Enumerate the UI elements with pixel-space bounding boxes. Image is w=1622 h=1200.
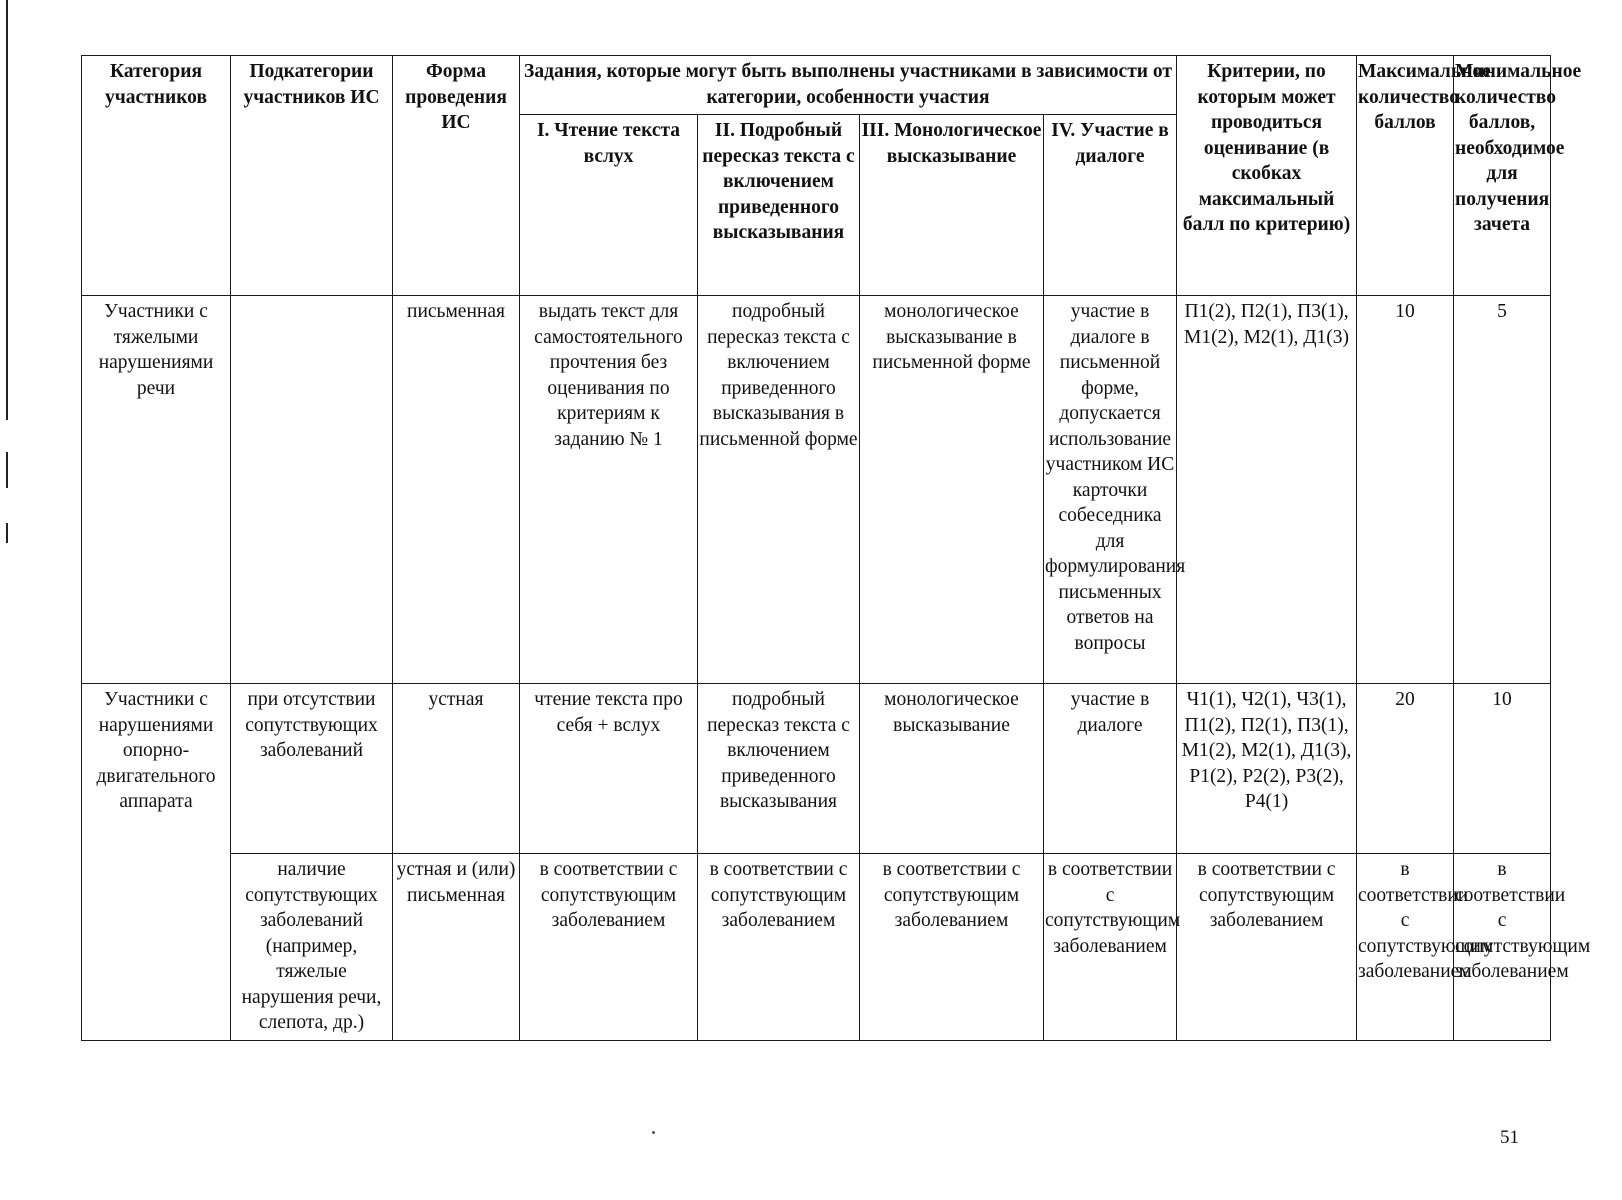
- header-task1: I. Чтение текста вслух: [520, 115, 698, 296]
- row1-task2: подробный пересказ текста с включением приведенного высказывания в письменной форме: [698, 296, 860, 684]
- row2-category: Участники с нарушениями опорно-двигательного аппарата: [82, 684, 231, 1041]
- row2-task3: монологическое высказывание: [860, 684, 1044, 854]
- row1-subcategory: [231, 296, 393, 684]
- table-row: [82, 854, 1551, 1041]
- row2-max: 20: [1357, 684, 1454, 854]
- row3-task3: в соответствии с сопутствующим заболеванием: [860, 854, 1044, 1041]
- row1-task4: участие в диалоге в письменной форме, допускается использование участником ИС карточки собеседника для формулирования письменных ответов на вопросы: [1044, 296, 1177, 684]
- row3-min: в соответствии с сопутствующим заболеванием: [1454, 854, 1551, 1041]
- header-task4: IV. Участие в диалоге: [1044, 115, 1177, 296]
- scan-speck: [652, 1131, 655, 1134]
- scan-edge-line-1: [6, 0, 8, 420]
- row1-form: письменная: [393, 296, 520, 684]
- row1-max: 10: [1357, 296, 1454, 684]
- row2-task1: чтение текста про себя + вслух: [520, 684, 698, 854]
- row1-task3: монологическое высказывание в письменной форме: [860, 296, 1044, 684]
- row2-form: устная: [393, 684, 520, 854]
- row1-criteria: П1(2), П2(1), П3(1), М1(2), М2(1), Д1(3): [1177, 296, 1357, 684]
- header-form: Форма проведения ИС: [393, 56, 520, 296]
- scan-edge-line-2: [6, 452, 8, 488]
- row3-max: в соответствии с сопутствующим заболеванием: [1357, 854, 1454, 1041]
- header-subcategory: Подкатегории участников ИС: [231, 56, 393, 296]
- row3-criteria: в соответствии с сопутствующим заболеванием: [1177, 854, 1357, 1041]
- row3-form: устная и (или) письменная: [393, 854, 520, 1041]
- header-criteria: Критерии, по которым может проводиться оценивание (в скобках максимальный балл по критерию): [1177, 56, 1357, 296]
- row1-task1: выдать текст для самостоятельного прочтения без оценивания по критериям к заданию № 1: [520, 296, 698, 684]
- row2-min: 10: [1454, 684, 1551, 854]
- row2-subcategory: при отсутствии сопутствующих заболеваний: [231, 684, 393, 854]
- header-tasks-group: Задания, которые могут быть выполнены участниками в зависимости от категории, особенности участия: [520, 56, 1177, 115]
- page-number: 51: [1500, 1127, 1519, 1148]
- header-row-1: [82, 56, 1551, 115]
- header-category: Категория участников: [82, 56, 231, 296]
- scan-edge-line-3: [6, 523, 8, 543]
- header-task2: II. Подробный пересказ текста с включением приведенного высказывания: [698, 115, 860, 296]
- table-row: [82, 684, 1551, 854]
- header-min-score: Минимальное количество баллов, необходимое для получения зачета: [1454, 56, 1551, 296]
- table-row: [82, 296, 1551, 684]
- row2-task2: подробный пересказ текста с включением приведенного высказывания: [698, 684, 860, 854]
- row3-task4: в соответствии с сопутствующим заболеванием: [1044, 854, 1177, 1041]
- header-max-score: Максимальное количество баллов: [1357, 56, 1454, 296]
- row3-task1: в соответствии с сопутствующим заболеванием: [520, 854, 698, 1041]
- row1-min: 5: [1454, 296, 1551, 684]
- row2-task4: участие в диалоге: [1044, 684, 1177, 854]
- row3-task2: в соответствии с сопутствующим заболеванием: [698, 854, 860, 1041]
- header-task3: III. Монологическое высказывание: [860, 115, 1044, 296]
- row3-subcategory: наличие сопутствующих заболеваний (например, тяжелые нарушения речи, слепота, др.): [231, 854, 393, 1041]
- row2-criteria: Ч1(1), Ч2(1), Ч3(1), П1(2), П2(1), П3(1), М1(2), М2(1), Д1(3), Р1(2), Р2(2), Р3(2), Р4(1): [1177, 684, 1357, 854]
- row1-category: Участники с тяжелыми нарушениями речи: [82, 296, 231, 684]
- requirements-table: [81, 55, 1591, 1041]
